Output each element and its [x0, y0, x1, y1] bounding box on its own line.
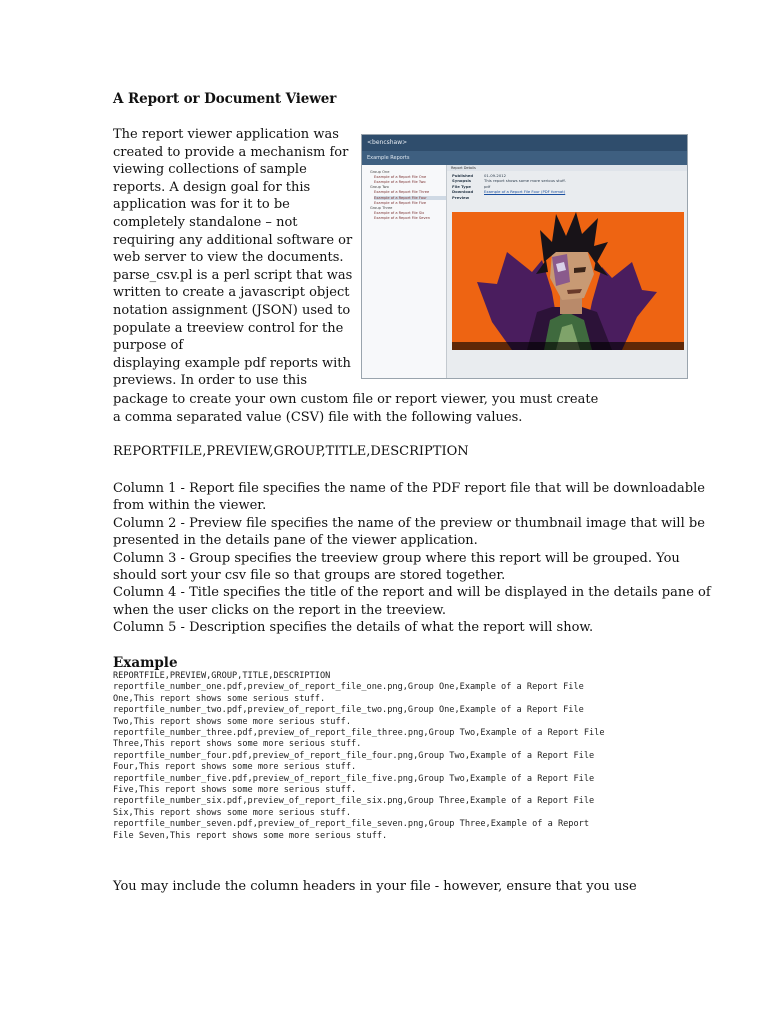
intro-line: completely standalone – not — [113, 214, 298, 230]
example-code-line: reportfile_number_seven.pdf,preview_of_report_file_seven.png,Group Three,Example of a Report — [113, 819, 589, 830]
column-description-line: presented in the details pane of the viewer application. — [113, 533, 478, 549]
example-code-line: Two,This report shows some more serious stuff. — [113, 716, 351, 727]
viewer-logo: <bencshaw> — [367, 139, 408, 146]
metadata-value: pdf — [484, 183, 491, 189]
metadata-value: 01-09-2012 — [484, 173, 507, 178]
intro-line: package to create your own custom file or report viewer, you must create — [113, 392, 599, 407]
column-description-line: Column 1 - Report file specifies the name of the PDF report file that will be downloadable — [113, 481, 705, 496]
metadata-key: Published — [452, 173, 474, 178]
intro-line: parse_csv.pl is a perl script that was — [113, 267, 353, 283]
example-code-line: One,This report shows some serious stuff. — [113, 693, 326, 704]
viewer-subbar-title: Example Reports — [367, 155, 410, 161]
intro-line: created to provide a mechanism for — [113, 144, 349, 160]
tree-report-item[interactable]: Example of a Report File One — [374, 175, 427, 180]
intro-line: The report viewer application was — [113, 127, 339, 142]
example-code-line: reportfile_number_four.pdf,preview_of_report_file_four.png,Group Two,Example of a Report File — [113, 750, 595, 761]
column-description-line: Column 4 - Title specifies the title of the report and will be displayed in the details pane of — [113, 585, 711, 601]
column-description-line: Column 3 - Group specifies the treeview group where this report will be grouped. You — [113, 550, 680, 566]
intro-line: requiring any additional software or — [113, 232, 353, 248]
example-code-line: Six,This report shows some more serious stuff. — [113, 807, 351, 818]
example-code-line: reportfile_number_one.pdf,preview_of_report_file_one.png,Group One,Example of a Report File — [113, 682, 584, 693]
example-code-line: reportfile_number_five.pdf,preview_of_report_file_five.png,Group Two,Example of a Report File — [113, 773, 595, 784]
metadata-row — [452, 195, 682, 200]
column-description-line: from within the viewer. — [113, 498, 267, 514]
viewer-header — [362, 135, 687, 151]
example-code-line: Three,This report shows some more serious stuff. — [113, 739, 362, 750]
intro-line: viewing collections of sample — [113, 162, 307, 178]
column-description-line: when the user clicks on the report in the treeview. — [113, 602, 446, 618]
intro-line: reports. A design goal for this — [113, 179, 311, 195]
details-pane-title: Report Details — [451, 166, 476, 170]
footer-paragraph: You may include the column headers in your file - however, ensure that you use — [113, 879, 637, 894]
tree-report-item[interactable]: Example of a Report File Three — [374, 190, 430, 195]
character-illustration — [452, 212, 684, 350]
example-code-line: REPORTFILE,PREVIEW,GROUP,TITLE,DESCRIPTION — [113, 671, 331, 681]
tree-report-item[interactable]: Example of a Report File Two — [374, 180, 426, 185]
intro-line: populate a treeview control for the — [113, 320, 344, 336]
tree-report-item[interactable]: Example of a Report File Seven — [374, 215, 431, 220]
column-description-line: Column 5 - Description specifies the details of what the report will show. — [113, 620, 594, 636]
tree-group-item[interactable]: Group Two — [370, 185, 389, 190]
example-code-line: Four,This report shows some more serious stuff. — [113, 762, 357, 773]
report-viewer-screenshot — [361, 134, 688, 379]
metadata-key: File Type — [452, 183, 472, 189]
example-code-line: reportfile_number_three.pdf,preview_of_report_file_three.png,Group Two,Example of a Report File — [113, 728, 605, 739]
details-metadata — [452, 173, 682, 200]
example-code-block — [113, 671, 693, 842]
example-code-line: reportfile_number_six.pdf,preview_of_report_file_six.png,Group Three,Example of a Report File — [113, 796, 595, 807]
intro-line: displaying example pdf reports with — [113, 355, 351, 371]
intro-paragraph-continued — [113, 391, 599, 426]
page-title: A Report or Document Viewer — [113, 91, 337, 107]
example-code-line: File Seven,This report shows some more serious stuff. — [113, 830, 388, 841]
metadata-key: Synopsis — [452, 178, 472, 184]
tree-report-item[interactable]: Example of a Report File Four — [374, 196, 446, 200]
viewer-subbar — [362, 151, 687, 165]
metadata-key: Download — [452, 189, 474, 195]
intro-line: written to create a javascript object — [113, 285, 350, 301]
metadata-key: Preview — [452, 194, 470, 200]
download-link[interactable]: Example of a Report File Four (PDF format) — [484, 189, 566, 195]
csv-header-line: REPORTFILE,PREVIEW,GROUP,TITLE,DESCRIPTION — [113, 444, 469, 459]
intro-line: purpose of — [113, 338, 184, 354]
preview-image — [452, 212, 684, 350]
details-pane-bar — [447, 165, 687, 171]
tree-group-item[interactable]: Group Three — [370, 205, 393, 210]
intro-line: previews. In order to use this — [113, 373, 308, 389]
example-heading: Example — [113, 655, 178, 671]
intro-line: application was for it to be — [113, 197, 290, 213]
tree-report-item[interactable]: Example of a Report File Six — [374, 210, 425, 215]
metadata-value: This report shows some more serious stuff. — [484, 178, 566, 184]
example-code-line: reportfile_number_two.pdf,preview_of_report_file_two.png,Group One,Example of a Report File — [113, 705, 584, 716]
intro-paragraph — [113, 126, 353, 390]
viewer-treeview — [362, 165, 447, 378]
column-description-line: should sort your csv file so that groups are stored together. — [113, 568, 506, 584]
example-code-line: Five,This report shows some more serious stuff. — [113, 785, 357, 796]
intro-line: a comma separated value (CSV) file with the following values. — [113, 409, 523, 425]
tree-report-item[interactable]: Example of a Report File Five — [374, 200, 427, 205]
intro-line: web server to view the documents. — [113, 250, 344, 266]
column-description-line: Column 2 - Preview file specifies the name of the preview or thumbnail image that will be — [113, 515, 705, 531]
column-descriptions — [113, 480, 711, 637]
tree-group-item[interactable]: Group One — [370, 170, 390, 175]
intro-line: notation assignment (JSON) used to — [113, 302, 351, 318]
